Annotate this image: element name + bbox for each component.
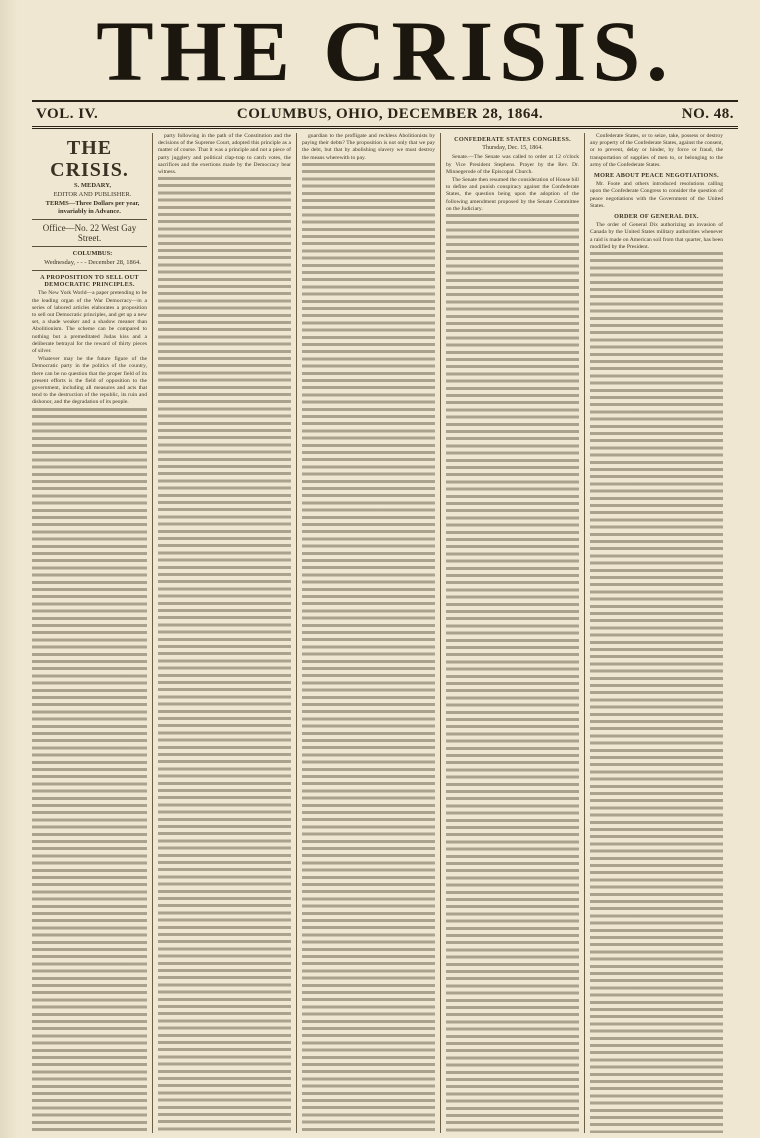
body-text-block (32, 408, 147, 1133)
volume-label: VOL. IV. (36, 106, 99, 122)
city-line: COLUMBUS: (72, 250, 113, 257)
terms-line: TERMS—Three Dollars per year, invariably in Advance. (45, 200, 140, 215)
article-paragraph: guardian to the profligate and reckless Abolitionists by paying their debts? The proposition is not only that we pay the debt, but that by abolishing slavery we must destroy the means wherewith to pay. (302, 133, 435, 161)
office-address: Office—No. 22 West Gay Street. (42, 223, 137, 243)
article-paragraph: The order of General Dix authorizing an invasion of Canada by the United States military authorities whenever a raid is made on American soil from that quarter, has been modified by the President. (590, 222, 723, 250)
column-3 (296, 133, 440, 1133)
body-text-block (446, 214, 579, 1133)
article-paragraph: Whatever may be the future figure of the Democratic party in the politics of the country, there can be no question that the proper field of its present efforts is the field of opposition to the government, including all measures and acts that tend to the destruction of the republic, its ruin and dishonor, and the degradation of its people. (32, 356, 147, 406)
dateline-bar (32, 100, 738, 129)
article-heading: A PROPOSITION TO SELL OUT DEMOCRATIC PRINCIPLES. (40, 274, 139, 289)
editor-name: S. MEDARY, (74, 182, 111, 189)
article-paragraph: Senate.—The Senate was called to order at 12 o'clock by Vice President Stephens. Prayer by the Rev. Dr. Minnegerode of the Episcopal Church. (446, 154, 579, 175)
divider (32, 219, 147, 220)
article-paragraph: party following in the path of the Constitution and the decisions of the Supreme Court, adopted this principle as a matter of course. That it was a principle and not a piece of party jugglery and political clap-trap to catch votes, the sacrifices and the exertions made by the Democracy bear witness. (158, 133, 291, 176)
divider (32, 270, 147, 271)
masthead-title: THE CRISIS. (96, 3, 674, 99)
column-masthead: THE CRISIS. (50, 137, 129, 181)
section-subheading: Thursday, Dec. 15, 1864. (482, 145, 543, 152)
column-1 (32, 133, 152, 1133)
section-heading: MORE ABOUT PEACE NEGOTIATIONS. (594, 172, 719, 180)
place-date-label: COLUMBUS, OHIO, DECEMBER 28, 1864. (236, 106, 544, 122)
issue-date-line: Wednesday, - - - December 28, 1864. (44, 259, 141, 266)
column-4 (440, 133, 584, 1133)
column-5 (584, 133, 728, 1133)
body-text-block (158, 177, 291, 1133)
article-paragraph: Confederate States, or to seize, take, possess or destroy any property of the Confederate States, against the consent, or to prevent, delay or hinder, by force or fraud, the transportation of supplies of men to, or belonging to the army of the Confederate States. (590, 133, 723, 168)
issue-number-label: NO. 48. (681, 106, 734, 122)
body-text-block (302, 163, 435, 1133)
column-2 (152, 133, 296, 1133)
columns-container (32, 133, 738, 1133)
section-heading: ORDER OF GENERAL DIX. (614, 213, 699, 221)
article-paragraph: The New York World—a paper pretending to be the leading organ of the War Democracy—in a series of labored articles elaborates a proposition to sell out Democratic principles, and get up a new set, a shade weaker and a shadow meaner than Abolitionism. The scheme can be compared to nothing but a premeditated Judas kiss and a deliberate betrayal for the reward of thirty pieces of silver. (32, 290, 147, 355)
article-paragraph: Mr. Foote and others introduced resolutions calling upon the Confederate Congress to consider the question of peace negotiations with the Government of the United States. (590, 181, 723, 209)
editor-role: EDITOR AND PUBLISHER. (53, 191, 132, 198)
body-text-block (590, 252, 723, 1133)
divider (32, 246, 147, 247)
section-heading: CONFEDERATE STATES CONGRESS. (454, 136, 571, 143)
article-paragraph: The Senate then resumed the consideration of House bill to define and punish conspiracy against the Confederate States, the question being upon the adoption of the following amendment proposed by the Senate Committee on the Judiciary. (446, 177, 579, 212)
